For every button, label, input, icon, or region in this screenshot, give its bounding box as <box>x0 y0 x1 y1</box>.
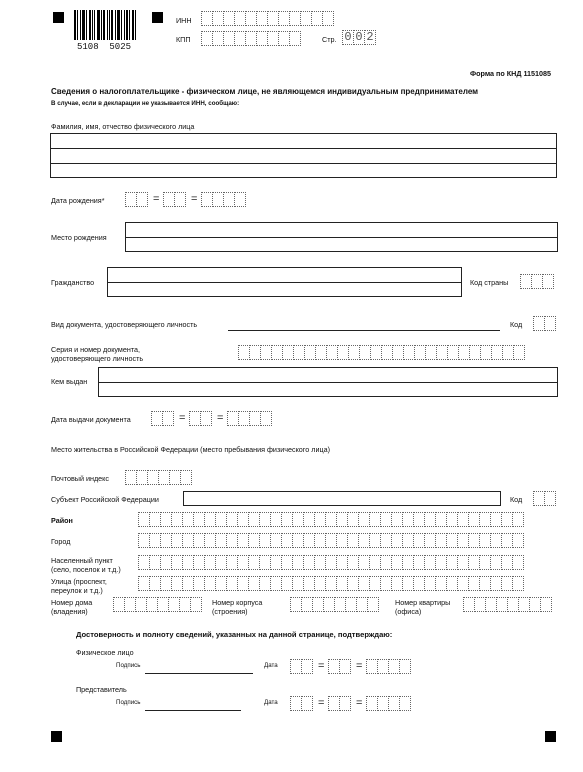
barcode-number: 5108 5025 <box>77 42 132 52</box>
representative-date-year[interactable] <box>366 696 410 711</box>
fio-label: Фамилия, имя, отчество физического лица <box>51 122 195 131</box>
page-digit: 0 <box>342 30 354 45</box>
corner-marker-bottom-left <box>51 731 62 742</box>
flat-cells[interactable] <box>463 597 551 612</box>
building-cells[interactable] <box>290 597 378 612</box>
doc-code-cells[interactable] <box>533 316 555 331</box>
issued-by-divider <box>98 382 558 383</box>
postal-code-cells[interactable] <box>125 470 191 485</box>
house-cells[interactable] <box>113 597 201 612</box>
person-signature-label: Подпись <box>116 662 141 669</box>
country-code-label: Код страны <box>470 278 509 287</box>
representative-signature-label: Подпись <box>116 699 141 706</box>
representative-date-month[interactable] <box>328 696 350 711</box>
page-subtitle: В случае, если в декларации не указывается ИНН, сообщаю: <box>51 100 240 107</box>
address-section-label: Место жительства в Российской Федерации (место пребывания физического лица) <box>51 445 330 454</box>
issue-date-month[interactable] <box>189 411 211 426</box>
person-label: Физическое лицо <box>76 648 134 657</box>
birth-date-day[interactable] <box>125 192 147 207</box>
corner-marker-top-mid <box>152 12 163 23</box>
inn-label: ИНН <box>176 16 192 25</box>
person-signature-line[interactable] <box>145 673 253 674</box>
person-date-year[interactable] <box>366 659 410 674</box>
issued-by-label: Кем выдан <box>51 377 88 386</box>
page-digit: 2 <box>364 30 376 45</box>
date-separator: = <box>356 660 363 672</box>
settlement-label-line1: Населенный пункт <box>51 556 113 565</box>
region-field[interactable] <box>183 491 501 506</box>
doc-series-cells[interactable] <box>238 345 524 360</box>
settlement-label-line2: (село, поселок и т.д.) <box>51 565 121 574</box>
date-separator: = <box>318 697 325 709</box>
page-title: Сведения о налогоплательщике - физическом лице, не являющемся индивидуальным предпринимателем <box>51 87 479 96</box>
person-date-label: Дата <box>264 662 278 669</box>
page-number-cells <box>342 30 375 45</box>
representative-signature-line[interactable] <box>145 710 241 711</box>
city-label: Город <box>51 537 71 546</box>
date-separator: = <box>217 412 224 424</box>
birth-place-label: Место рождения <box>51 233 107 242</box>
representative-label: Представитель <box>76 685 127 694</box>
fio-row-divider <box>50 163 557 164</box>
region-label: Субъект Российской Федерации <box>51 495 159 504</box>
date-separator: = <box>191 193 198 205</box>
birth-place-divider <box>125 237 558 238</box>
birth-date-year[interactable] <box>201 192 245 207</box>
barcode <box>74 10 140 40</box>
issue-date-day[interactable] <box>151 411 173 426</box>
corner-marker-top-left <box>53 12 64 23</box>
person-date-day[interactable] <box>290 659 312 674</box>
citizenship-divider <box>107 282 462 283</box>
country-code-cells[interactable] <box>520 274 553 289</box>
kpp-cells[interactable] <box>201 31 300 46</box>
house-label-line2: (владения) <box>51 607 88 616</box>
inn-cells[interactable] <box>201 11 333 26</box>
form-code: Форма по КНД 1151085 <box>470 69 552 78</box>
district-cells[interactable] <box>138 512 523 527</box>
settlement-cells[interactable] <box>138 555 523 570</box>
corner-marker-bottom-right <box>545 731 556 742</box>
date-separator: = <box>153 193 160 205</box>
page-digit: 0 <box>353 30 365 45</box>
representative-date-day[interactable] <box>290 696 312 711</box>
birth-date-label: Дата рождения* <box>51 196 105 205</box>
date-separator: = <box>356 697 363 709</box>
fio-field[interactable] <box>50 133 557 178</box>
region-code-label: Код <box>510 495 523 504</box>
fio-row-divider <box>50 148 557 149</box>
representative-date-label: Дата <box>264 699 278 706</box>
birth-date-month[interactable] <box>163 192 185 207</box>
flat-label-line2: (офиса) <box>395 607 422 616</box>
district-label: Район <box>51 516 73 525</box>
building-label-line1: Номер корпуса <box>212 598 263 607</box>
city-cells[interactable] <box>138 533 523 548</box>
date-separator: = <box>179 412 186 424</box>
region-code-cells[interactable] <box>533 491 555 506</box>
doc-series-label-line1: Серия и номер документа, <box>51 345 141 354</box>
street-label-line1: Улица (проспект, <box>51 577 107 586</box>
page-label: Стр. <box>322 35 337 44</box>
building-label-line2: (строения) <box>212 607 248 616</box>
street-cells[interactable] <box>138 576 523 591</box>
house-label-line1: Номер дома <box>51 598 93 607</box>
doc-series-label-line2: удостоверяющего личность <box>51 354 144 363</box>
confirm-statement: Достоверность и полноту сведений, указанных на данной странице, подтверждаю: <box>76 630 393 639</box>
doc-code-label: Код <box>510 320 523 329</box>
date-separator: = <box>318 660 325 672</box>
issue-date-label: Дата выдачи документа <box>51 415 131 424</box>
street-label-line2: переулок и т.д.) <box>51 586 103 595</box>
postal-code-label: Почтовый индекс <box>51 474 109 483</box>
doc-type-label: Вид документа, удостоверяющего личность <box>51 320 198 329</box>
issue-date-year[interactable] <box>227 411 271 426</box>
flat-label-line1: Номер квартиры <box>395 598 451 607</box>
doc-type-underline[interactable] <box>228 330 500 331</box>
kpp-label: КПП <box>176 35 191 44</box>
citizenship-label: Гражданство <box>51 278 95 287</box>
person-date-month[interactable] <box>328 659 350 674</box>
